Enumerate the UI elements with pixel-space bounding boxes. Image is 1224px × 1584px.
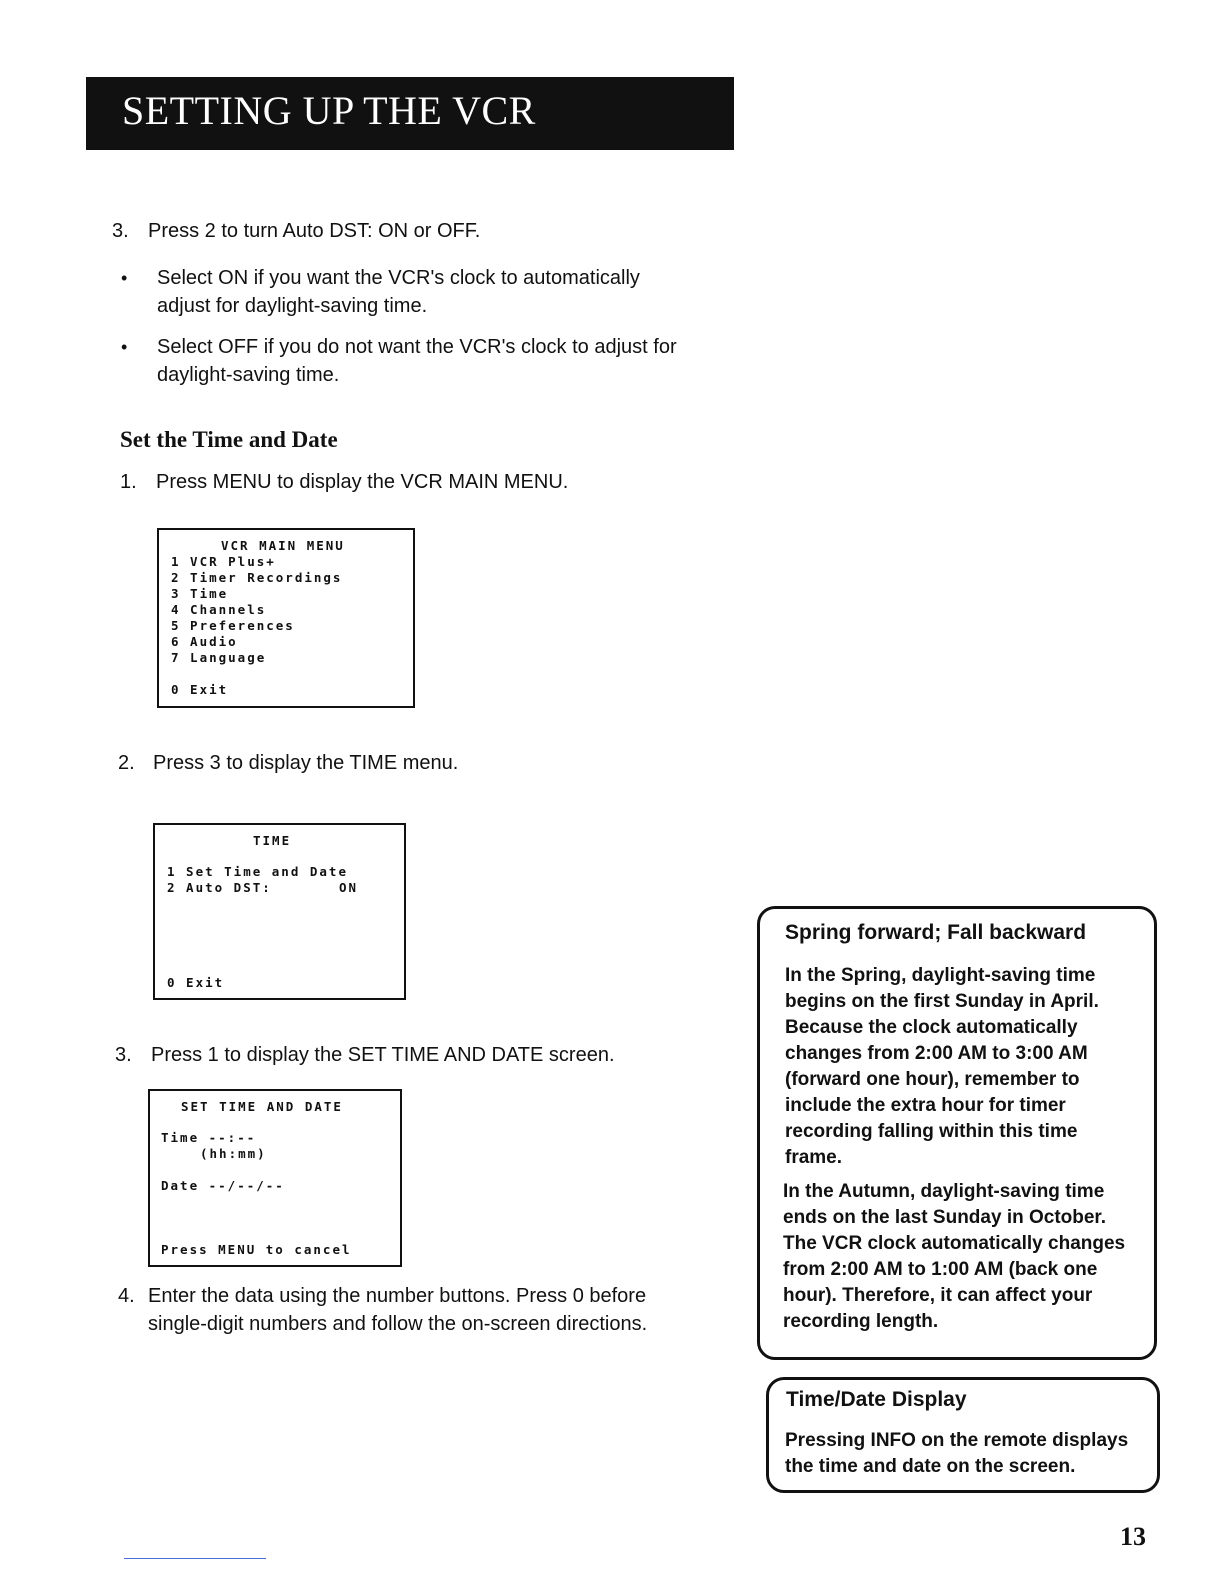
- dst-sidebar-paragraph-spring: In the Spring, daylight-saving time begins on the first Sunday in April. Because the clock automatically changes from 2:00 AM to 3:00 AM (forward one hour), remember to include the extra hour for timer recording falling within this time frame.: [785, 965, 1099, 1168]
- main-menu-item: 5 Preferences: [171, 618, 295, 633]
- main-menu-item: 4 Channels: [171, 602, 267, 617]
- step-1-number: 1.: [120, 471, 137, 493]
- page-number: 13: [1120, 1522, 1146, 1551]
- step-3-text: Press 1 to display the SET TIME AND DATE screen.: [151, 1044, 615, 1066]
- footer-rule: [124, 1558, 266, 1559]
- auto-dst-value: ON: [339, 880, 359, 895]
- dst-sidebar-box: [757, 906, 1157, 1360]
- main-menu-item: 2 Timer Recordings: [171, 570, 343, 585]
- main-menu-item: 1 VCR Plus+: [171, 554, 276, 569]
- intro-step-number: 3.: [112, 220, 129, 242]
- step-2-text: Press 3 to display the TIME menu.: [153, 752, 459, 774]
- bullet-off-text: Select OFF if you do not want the VCR's clock to adjust for daylight-saving time.: [157, 336, 677, 386]
- time-menu-screen: [153, 823, 406, 1000]
- main-menu-item: 6 Audio: [171, 634, 238, 649]
- bullet-on-text: Select ON if you want the VCR's clock to automatically adjust for daylight-saving time.: [157, 267, 640, 317]
- time-menu-item: 2 Auto DST:: [167, 880, 272, 895]
- step-4-text: Enter the data using the number buttons. Press 0 before single-digit numbers and follow the on-screen directions.: [148, 1285, 648, 1335]
- time-format-hint: (hh:mm): [200, 1146, 267, 1161]
- time-date-display-title: Time/Date Display: [786, 1388, 967, 1411]
- page-title: SETTING UP THE VCR: [122, 88, 536, 133]
- set-time-title: SET TIME AND DATE: [181, 1099, 343, 1114]
- main-menu-item: 7 Language: [171, 650, 267, 665]
- time-date-display-box: [766, 1377, 1160, 1493]
- step-2-number: 2.: [118, 752, 135, 774]
- step-3-number: 3.: [115, 1044, 132, 1066]
- cancel-hint: Press MENU to cancel: [161, 1242, 352, 1257]
- step-4-number: 4.: [118, 1285, 135, 1307]
- dst-sidebar-paragraph-autumn: In the Autumn, daylight-saving time ends on the last Sunday in October. The VCR clock automatically changes from 2:00 AM to 1:00 AM (back one hour). Therefore, it can affect your recording length.: [783, 1181, 1126, 1332]
- main-menu-item: 3 Time: [171, 586, 229, 601]
- step-1-text: Press MENU to display the VCR MAIN MENU.: [156, 471, 569, 493]
- dst-sidebar-title: Spring forward; Fall backward: [785, 921, 1087, 944]
- time-menu-item: 1 Set Time and Date: [167, 864, 348, 879]
- time-menu-title: TIME: [253, 833, 292, 848]
- time-menu-exit: 0 Exit: [167, 975, 225, 990]
- bullet-dot: •: [121, 337, 128, 357]
- date-entry-line: Date --/--/--: [161, 1178, 285, 1193]
- vcr-main-menu-screen: [157, 528, 415, 708]
- main-menu-title: VCR MAIN MENU: [221, 538, 345, 553]
- time-entry-line: Time --:--: [161, 1130, 257, 1145]
- header-bar: [86, 77, 734, 150]
- set-time-date-screen: [148, 1089, 402, 1267]
- bullet-dot: •: [121, 268, 128, 288]
- time-date-display-text: Pressing INFO on the remote displays the time and date on the screen.: [785, 1430, 1129, 1477]
- section-heading: Set the Time and Date: [120, 427, 338, 452]
- intro-step-text: Press 2 to turn Auto DST: ON or OFF.: [148, 220, 481, 242]
- main-menu-exit: 0 Exit: [171, 682, 229, 697]
